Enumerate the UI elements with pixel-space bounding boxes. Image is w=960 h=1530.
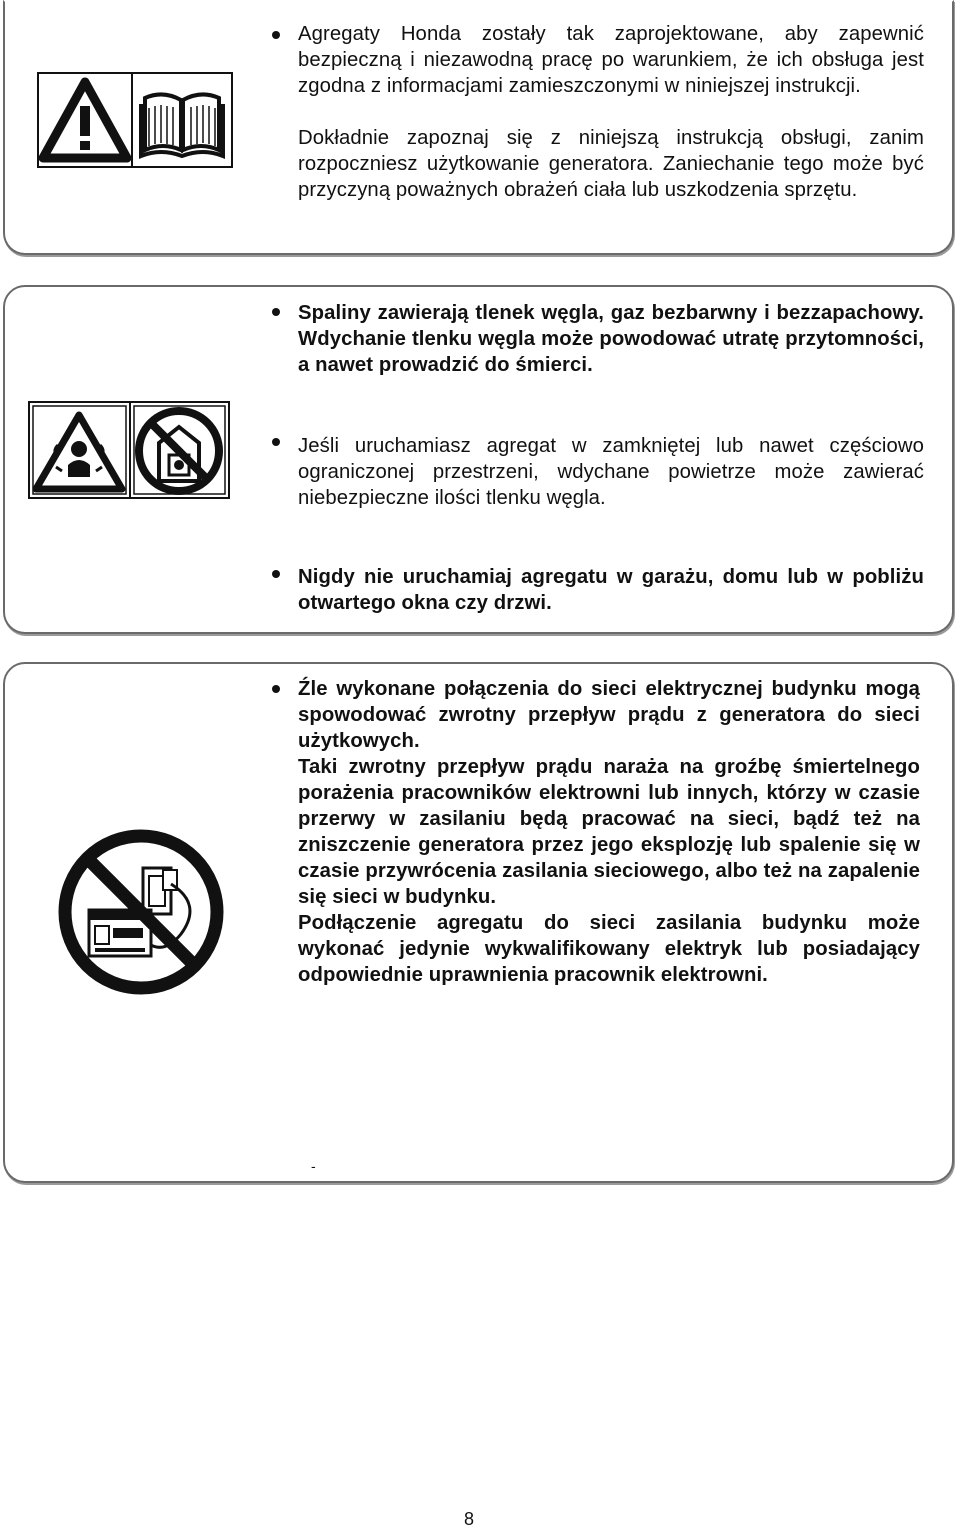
paragraph: Dokładnie zapoznaj się z niniejszą instrukcją obsługi, zanim rozpoczniesz użytkowanie generatora. Zaniechanie tego może być przyczyną poważnych obrażeń ciała lub uszkodzenia sprzętu. bbox=[298, 127, 924, 201]
paragraph: Podłączenie agregatu do sieci zasilania budynku może wykonać jedynie wykwalifikowany elektryk lub posiadający odpowiednie uprawnienia pracownik elektrowni. bbox=[298, 912, 920, 986]
no-indoor-use-icon bbox=[129, 401, 230, 499]
bullet-dot bbox=[272, 31, 280, 39]
bullet-dot bbox=[272, 308, 280, 316]
paragraph: Jeśli uruchamiasz agregat w zamkniętej lub nawet częściowo ograniczonej przestrzeni, wdychane powietrze może zawierać niebezpieczne ilości tlenku węgla. bbox=[298, 435, 924, 509]
paragraph: Nigdy nie uruchamiaj agregatu w garażu, domu lub w pobliżu otwartego okna czy drzwi. bbox=[298, 566, 924, 614]
bullet-dot bbox=[272, 438, 280, 446]
paragraph: Agregaty Honda zostały tak zaprojektowane, aby zapewnić bezpieczną i niezawodną pracę po warunkiem, że ich obsługa jest zgodna z informacjami zamieszczonymi w niniejszej instrukcji. bbox=[298, 23, 924, 97]
manual-book-icon bbox=[131, 72, 233, 168]
warning-triangle-icon bbox=[37, 72, 133, 168]
bullet-dot bbox=[272, 685, 280, 693]
bullet-dot bbox=[272, 570, 280, 578]
paragraph: Spaliny zawierają tlenek węgla, gaz bezbarwny i bezzapachowy. Wdychanie tlenku węgla może powodować utratę przytomności, a nawet prowadzić do śmierci. bbox=[298, 302, 924, 376]
paragraph: Źle wykonane połączenia do sieci elektrycznej budynku mogą spowodować zwrotny przepływ prądu z generatora do sieci użytkowych. bbox=[298, 678, 920, 752]
paragraph: Taki zwrotny przepływ prądu naraża na groźbę śmiertelnego porażenia pracowników elektrowni lub innych, którzy w czasie przerwy w zasilaniu będą pracować na sieci, bądź też na zniszczenie generatora przez jego eksplozję lub spalenie się w czasie przywrócenia zasilania sieciowego, albo też na zapalenie się sieci w budynku. bbox=[298, 756, 920, 908]
no-grid-connection-icon bbox=[53, 824, 229, 1000]
footer-mark: - bbox=[311, 1158, 316, 1174]
toxic-fumes-warning-icon bbox=[28, 401, 131, 499]
page-number: 8 bbox=[464, 1509, 475, 1529]
